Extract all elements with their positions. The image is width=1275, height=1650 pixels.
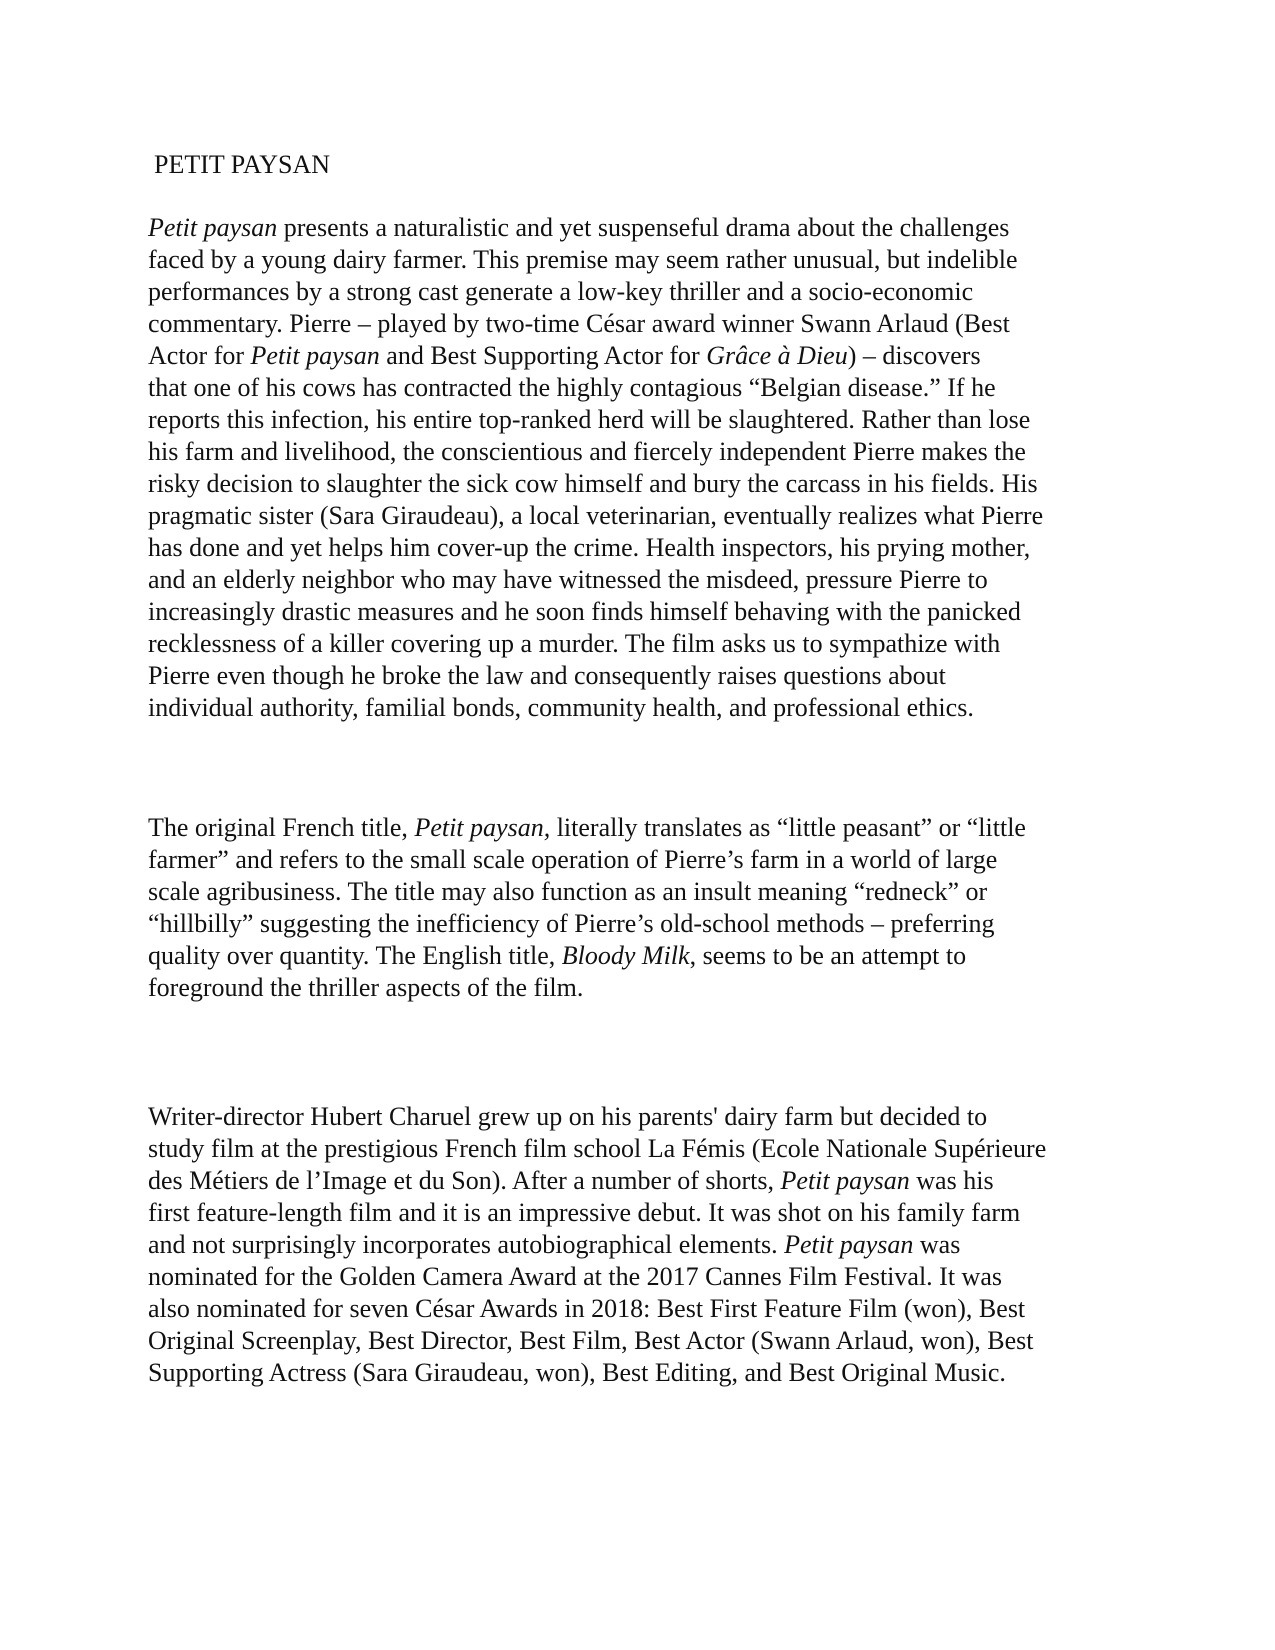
text-run: ) – discovers (847, 341, 981, 370)
italic-title-text: Petit paysan (148, 213, 278, 242)
text-run: des Métiers de l’Image et du Son). After a number of shorts, (148, 1166, 781, 1195)
text-run: The original French title, (148, 813, 415, 842)
italic-title-text: Bloody Milk (561, 941, 690, 970)
text-line (148, 596, 1148, 628)
text-run: nominated for the Golden Camera Award at the 2017 Cannes Film Festival. It was (148, 1262, 1002, 1291)
text-line (148, 972, 1148, 1004)
text-line (148, 908, 1148, 940)
text-run: pragmatic sister (Sara Giraudeau), a local veterinarian, eventually realizes what Pierre (148, 501, 1044, 530)
text-line (148, 532, 1148, 564)
text-line (148, 404, 1148, 436)
italic-title-text: Petit paysan, (414, 813, 551, 842)
text-line (148, 692, 1148, 724)
text-line (148, 276, 1148, 308)
text-run: first feature-length film and it is an impressive debut. It was shot on his family farm (148, 1198, 1021, 1227)
text-line (148, 1101, 1148, 1133)
text-run: foreground the thriller aspects of the film. (148, 973, 584, 1002)
text-run: and not surprisingly incorporates autobiographical elements. (148, 1230, 785, 1259)
text-run: recklessness of a killer covering up a murder. The film asks us to sympathize with (148, 629, 1001, 658)
text-line (148, 1197, 1148, 1229)
text-run: was his (909, 1166, 994, 1195)
italic-title-text: Grâce à Dieu (706, 341, 848, 370)
paragraph-director-bio (148, 1101, 1148, 1389)
text-line (148, 876, 1148, 908)
text-line (148, 1261, 1148, 1293)
text-line (148, 940, 1148, 972)
text-line (148, 1293, 1148, 1325)
text-run: risky decision to slaughter the sick cow himself and bury the carcass in his fields. His (148, 469, 1038, 498)
italic-title-text: Petit paysan (250, 341, 380, 370)
text-line (148, 244, 1148, 276)
text-line (148, 1165, 1148, 1197)
text-line (148, 1229, 1148, 1261)
text-line (148, 436, 1148, 468)
text-run: increasingly drastic measures and he soon finds himself behaving with the panicked (148, 597, 1021, 626)
text-run: faced by a young dairy farmer. This premise may seem rather unusual, but indelible (148, 245, 1018, 274)
text-run: scale agribusiness. The title may also function as an insult meaning “redneck” or (148, 877, 988, 906)
text-run: quality over quantity. The English title, (148, 941, 562, 970)
text-run: Actor for (148, 341, 251, 370)
text-line (148, 812, 1148, 844)
paragraph-title-meaning (148, 812, 1148, 1004)
text-run: Original Screenplay, Best Director, Best Film, Best Actor (Swann Arlaud, won), Best (148, 1326, 1034, 1355)
paragraph-synopsis (148, 212, 1148, 724)
text-run: commentary. Pierre – played by two-time César award winner Swann Arlaud (Best (148, 309, 1010, 338)
text-run: was (913, 1230, 961, 1259)
text-run: has done and yet helps him cover-up the crime. Health inspectors, his prying mother, (148, 533, 1031, 562)
text-line (148, 340, 1148, 372)
text-run: and Best Supporting Actor for (379, 341, 707, 370)
text-run: performances by a strong cast generate a low-key thriller and a socio-economic (148, 277, 974, 306)
text-line (148, 628, 1148, 660)
italic-title-text: Petit paysan (780, 1166, 910, 1195)
text-run: Pierre even though he broke the law and consequently raises questions about (148, 661, 946, 690)
text-line (148, 500, 1148, 532)
text-line (148, 468, 1148, 500)
text-run: Supporting Actress (Sara Giraudeau, won), Best Editing, and Best Original Music. (148, 1358, 1006, 1387)
text-run: individual authority, familial bonds, community health, and professional ethics. (148, 693, 974, 722)
text-line (148, 1325, 1148, 1357)
text-run: “hillbilly” suggesting the inefficiency of Pierre’s old-school methods – preferring (148, 909, 995, 938)
italic-title-text: Petit paysan (784, 1230, 914, 1259)
document-title: PETIT PAYSAN (154, 150, 331, 179)
text-line (148, 660, 1148, 692)
text-run: his farm and livelihood, the conscientious and fiercely independent Pierre makes the (148, 437, 1026, 466)
text-run: Writer-director Hubert Charuel grew up on his parents' dairy farm but decided to (148, 1102, 988, 1131)
text-run: reports this infection, his entire top-ranked herd will be slaughtered. Rather than lose (148, 405, 1031, 434)
text-line (148, 844, 1148, 876)
text-line (148, 1133, 1148, 1165)
text-run: , seems to be an attempt to (689, 941, 967, 970)
text-run: study film at the prestigious French film school La Fémis (Ecole Nationale Supérieure (148, 1134, 1047, 1163)
text-line (148, 564, 1148, 596)
text-run: farmer” and refers to the small scale operation of Pierre’s farm in a world of large (148, 845, 998, 874)
text-run: that one of his cows has contracted the highly contagious “Belgian disease.” If he (148, 373, 996, 402)
text-run: presents a naturalistic and yet suspenseful drama about the challenges (277, 213, 1010, 242)
text-run: and an elderly neighbor who may have witnessed the misdeed, pressure Pierre to (148, 565, 988, 594)
text-run: literally translates as “little peasant” or “little (550, 813, 1026, 842)
text-run: also nominated for seven César Awards in 2018: Best First Feature Film (won), Best (148, 1294, 1026, 1323)
text-line (148, 212, 1148, 244)
text-line (148, 1357, 1148, 1389)
text-line (148, 372, 1148, 404)
text-line (148, 308, 1148, 340)
